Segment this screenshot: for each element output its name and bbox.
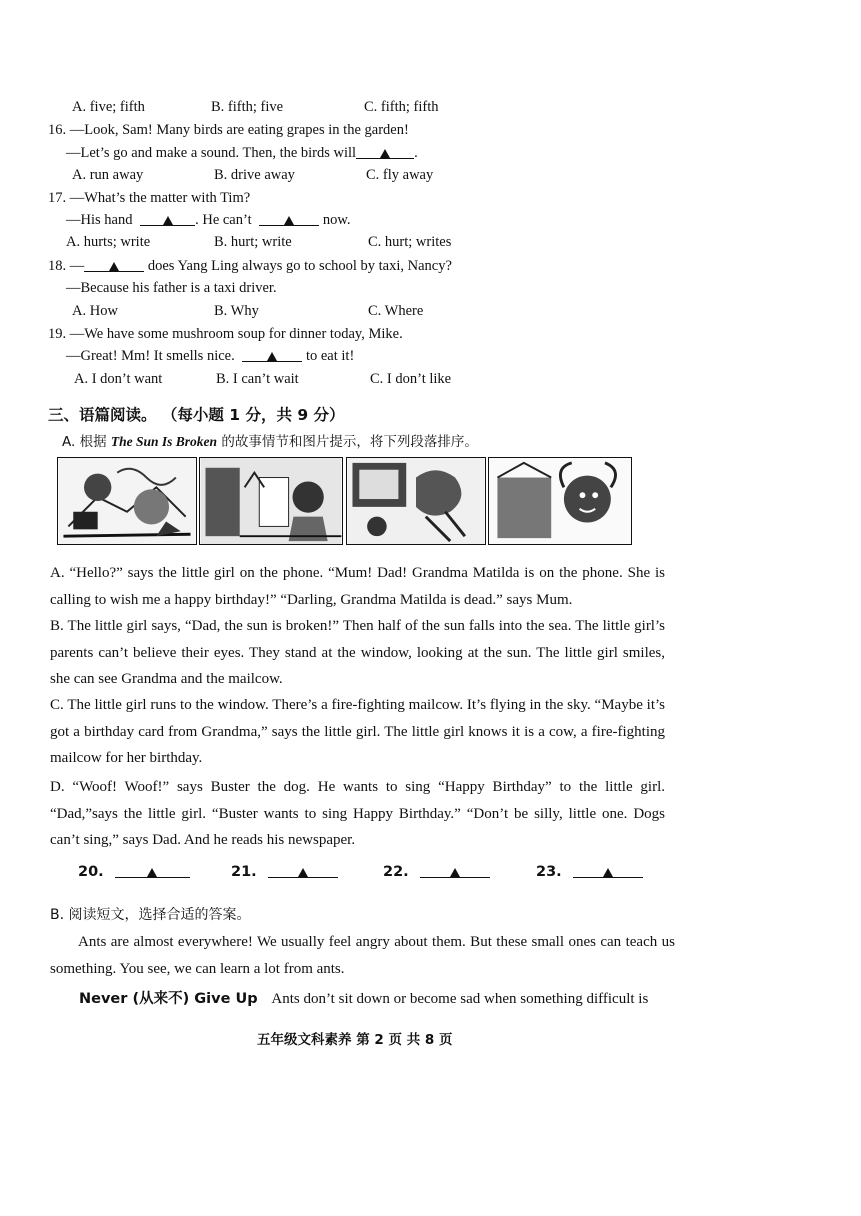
passage-b	[50, 613, 665, 693]
q18-option-a: A. How	[72, 303, 118, 319]
passage-c-text: The little girl runs to the window. There’s a fire-fighting mailcow. It’s flying in the sky. “Maybe it’s got a birthday card from Grandma,” says the little girl. The little girl knows it is a cow, a fire-fighting mailcow for her birthday.	[50, 697, 665, 766]
story-picture-3-drawing	[347, 458, 485, 544]
q17-option-a: A. hurts; write	[66, 234, 151, 250]
story-picture-1	[57, 457, 197, 545]
part-b-title: B. 阅读短文，选择合适的答案。	[50, 907, 251, 923]
passage-b-text: The little girl says, “Dad, the sun is broken!” Then half of the sun falls into the sea. The little girl’s parents can’t believe their eyes. They stand at the window, looking at the sun. The little girl smiles, she can see Grandma and the mailcow.	[50, 618, 665, 687]
q17-line2-b: . He can’t	[195, 212, 252, 228]
q19-line2	[66, 347, 354, 365]
passage-b-label: B.	[50, 618, 64, 634]
part-b-paragraph-2-text: Ants don’t sit down or become sad when something difficult is	[271, 991, 649, 1007]
part-a-instruction	[62, 430, 478, 450]
story-picture-2	[199, 457, 343, 545]
passage-a	[50, 560, 665, 613]
section-title: 三、语篇阅读。 （每小题 1 分，共 9 分）	[48, 406, 345, 424]
part-b-paragraph-2	[79, 990, 648, 1008]
q19-line2-pre: —Great! Mm! It smells nice.	[66, 348, 235, 364]
q17-blank-2[interactable]	[259, 211, 319, 226]
part-a-instruction-post: 的故事情节和图片提示，将下列段落排序。	[217, 434, 478, 450]
answer-21-blank[interactable]	[268, 863, 338, 878]
q18-line2: —Because his father is a taxi driver.	[66, 280, 277, 296]
triangle-icon	[109, 262, 119, 271]
q17-option-b: B. hurt; write	[214, 234, 292, 250]
q15-option-a: A. five; fifth	[72, 99, 145, 115]
q16-line2	[66, 144, 418, 162]
q16-option-b: B. drive away	[214, 167, 295, 183]
answer-23-label: 23.	[536, 864, 562, 880]
triangle-icon	[450, 868, 460, 877]
story-picture-4-drawing	[489, 458, 631, 544]
triangle-icon	[147, 868, 157, 877]
answer-22-label: 22.	[383, 864, 409, 880]
q17-line2-c: now.	[322, 212, 351, 228]
q15-option-c: C. fifth; fifth	[364, 99, 439, 115]
story-picture-3	[346, 457, 486, 545]
q16-line2-text: —Let’s go and make a sound. Then, the birds will	[66, 145, 357, 161]
q18-option-b: B. Why	[214, 303, 259, 319]
answer-20	[78, 863, 190, 881]
book-title: The Sun Is Broken	[110, 434, 218, 449]
answer-22-blank[interactable]	[420, 863, 490, 878]
story-picture-4	[488, 457, 632, 545]
q18-pre: 18. —	[48, 258, 85, 274]
answer-23-blank[interactable]	[573, 863, 643, 878]
q19-blank[interactable]	[242, 347, 302, 362]
q19-option-c: C. I don’t like	[370, 371, 452, 387]
triangle-icon	[380, 149, 390, 158]
q18-option-c: C. Where	[368, 303, 424, 319]
passage-d-label: D.	[50, 779, 65, 795]
passage-c-label: C.	[50, 697, 64, 713]
q17-blank-1[interactable]	[140, 211, 195, 226]
q19-question: 19. —We have some mushroom soup for dinner today, Mike.	[48, 326, 403, 342]
part-b-heading: Never (从来不) Give Up	[79, 991, 258, 1007]
answer-22	[383, 863, 490, 881]
q17-option-c: C. hurt; writes	[368, 234, 452, 250]
answer-21-label: 21.	[231, 864, 257, 880]
answer-21	[231, 863, 338, 881]
q17-question: 17. —What’s the matter with Tim?	[48, 190, 251, 206]
triangle-icon	[284, 216, 294, 225]
part-a-instruction-pre: A. 根据	[62, 434, 111, 450]
page-footer: 五年级文科素养 第 2 页 共 8 页	[257, 1032, 453, 1048]
triangle-icon	[603, 868, 613, 877]
q15-option-b: B. fifth; five	[211, 99, 284, 115]
q19-option-a: A. I don’t want	[74, 371, 163, 387]
answer-20-label: 20.	[78, 864, 104, 880]
passage-c	[50, 692, 665, 772]
answer-20-blank[interactable]	[115, 863, 190, 878]
triangle-icon	[163, 216, 173, 225]
triangle-icon	[298, 868, 308, 877]
q19-line2-post: to eat it!	[305, 348, 355, 364]
q18-question	[48, 257, 452, 275]
q19-option-b: B. I can’t wait	[216, 371, 299, 387]
q16-option-c: C. fly away	[366, 167, 434, 183]
story-picture-1-drawing	[58, 458, 196, 544]
story-picture-2-drawing	[200, 458, 342, 544]
q16-option-a: A. run away	[72, 167, 144, 183]
q17-line2-a: —His hand	[66, 212, 133, 228]
passage-d-text: “Woof! Woof!” says Buster the dog. He wants to sing “Happy Birthday” to the little girl. “Dad,”says the little girl. “Buster wants to sing Happy Birthday.” “Don’t be silly, little one. Dogs can’t sing,” says Dad. And he reads his newspaper.	[50, 779, 665, 848]
passage-d	[50, 774, 665, 854]
q16-line2-end: .	[414, 145, 418, 161]
answer-23	[536, 863, 643, 881]
q16-question: 16. —Look, Sam! Many birds are eating grapes in the garden!	[48, 122, 409, 138]
passage-a-text: “Hello?” says the little girl on the phone. “Mum! Dad! Grandma Matilda is on the phone. She is calling to wish me a happy birthday!” “Darling, Grandma Matilda is dead.” says Mum.	[50, 565, 665, 608]
triangle-icon	[267, 352, 277, 361]
q18-blank[interactable]	[84, 257, 144, 272]
q18-post: does Yang Ling always go to school by taxi, Nancy?	[147, 258, 452, 274]
passage-a-label: A.	[50, 565, 65, 581]
part-b-paragraph-1: Ants are almost everywhere! We usually feel angry about them. But these small ones can teach us something. You see, we can learn a lot from ants.	[50, 934, 675, 977]
q16-blank[interactable]	[356, 144, 414, 159]
q17-line2	[66, 211, 351, 229]
